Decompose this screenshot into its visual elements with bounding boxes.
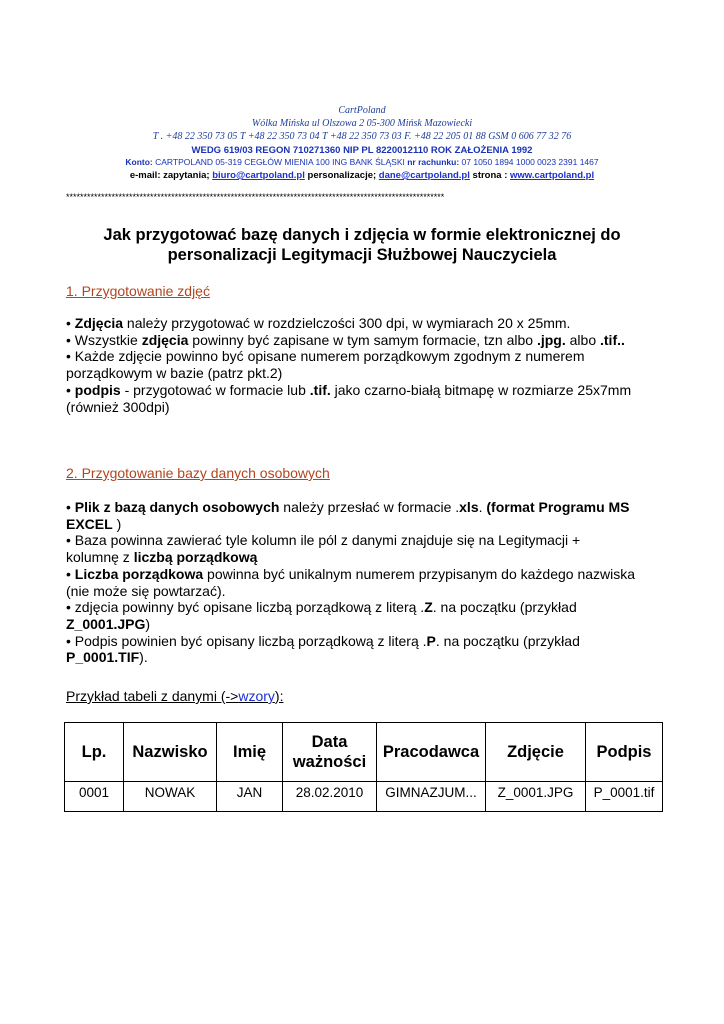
example-data-table xyxy=(64,722,663,812)
page-title: Jak przygotować bazę danych i zdjęcia w formie elektronicznej do personalizacji Legitymacji Służbowej Nauczyciela xyxy=(103,226,621,264)
cell-lp: 0001 xyxy=(65,782,124,812)
section1-heading: 1. Przygotowanie zdjęć xyxy=(66,283,210,299)
s2-bullet-5: • Podpis powinien być opisany liczbą porządkową z literą .P. na początku (przykład P_0001.TIF). xyxy=(66,632,580,666)
header-zdjecie: Zdjęcie xyxy=(486,723,586,782)
header-podpis: Podpis xyxy=(586,723,663,782)
cell-podpis: P_0001.tif xyxy=(586,782,663,812)
website-link[interactable]: www.cartpoland.pl xyxy=(510,170,595,181)
account-label: nr rachunku: xyxy=(407,157,460,167)
cell-imie: JAN xyxy=(217,782,283,812)
cell-nazwisko: NOWAK xyxy=(124,782,217,812)
cell-data-waznosci: 28.02.2010 xyxy=(283,782,377,812)
header-data-waznosci: Data ważności xyxy=(283,723,377,782)
email-inquiry-link[interactable]: biuro@cartpoland.pl xyxy=(212,170,305,181)
header-lp: Lp. xyxy=(65,723,124,782)
contact-line xyxy=(0,170,724,181)
s2-bullet-2: • Baza powinna zawierać tyle kolumn ile pól z danymi znajduje się na Legitymacji + kolumnę z liczbą porządkową xyxy=(66,532,581,566)
table-header-row xyxy=(65,723,663,782)
konto-text: CARTPOLAND 05-319 CEGŁÓW MIENIA 100 ING BANK ŚLĄSKI xyxy=(152,157,408,167)
email-personal-link[interactable]: dane@cartpoland.pl xyxy=(378,170,470,181)
s1-bullet-2: • Wszystkie zdjęcia powinny być zapisane w tym samym formacie, tzn albo .jpg. albo .tif.. xyxy=(66,331,625,348)
cell-pracodawca: GIMNAZJUM... xyxy=(377,782,486,812)
personal-label: personalizacje; xyxy=(304,170,379,181)
section2-heading: 2. Przygotowanie bazy danych osobowych xyxy=(66,465,330,481)
section2-body xyxy=(66,499,636,666)
s1-bullet-4: • podpis - przygotować w formacie lub .tif. jako czarno-białą bitmapę w rozmiarze 25x7mm (również 300dpi) xyxy=(66,381,632,415)
s1-bullet-3: • Każde zdjęcie powinno być opisane numerem porządkowym zgodnym z numerem porządkowym w bazie (patrz pkt.2) xyxy=(66,348,585,382)
site-label: strona : xyxy=(469,170,511,181)
bank-account-line xyxy=(0,157,724,167)
table-caption: Przykład tabeli z danymi (->wzory): xyxy=(66,688,284,704)
account-number: 07 1050 1894 1000 0023 2391 1467 xyxy=(459,157,599,167)
company-phones: T . +48 22 350 73 05 T +48 22 350 73 04 T +48 22 350 73 03 F. +48 22 205 01 88 GSM 0 606 77 32 76 xyxy=(152,131,572,142)
cell-zdjecie: Z_0001.JPG xyxy=(486,782,586,812)
s2-bullet-1: • Plik z bazą danych osobowych należy przesłać w formacie .xls. (format Programu MS EXCEL ) xyxy=(66,499,630,532)
konto-label: Konto: xyxy=(125,157,153,167)
wzory-link[interactable]: wzory xyxy=(238,688,275,704)
header-nazwisko: Nazwisko xyxy=(124,723,217,782)
s2-bullet-4: • zdjęcia powinny być opisane liczbą porządkową z literą .Z. na początku (przykład Z_0001.JPG) xyxy=(66,599,577,632)
table-row xyxy=(65,782,663,812)
section1-body xyxy=(66,315,636,415)
header-pracodawca: Pracodawca xyxy=(377,723,486,782)
company-registry: WEDG 619/03 REGON 710271360 NIP PL 8220012110 ROK ZAŁOŻENIA 1992 xyxy=(191,145,533,156)
header-imie: Imię xyxy=(217,723,283,782)
s2-bullet-3: • Liczba porządkowa powinna być unikalnym numerem przypisanym do każdego nazwiska (nie może się powtarzać). xyxy=(66,565,636,599)
s1-bullet-1: • Zdjęcia należy przygotować w rozdzielczości 300 dpi, w wymiarach 20 x 25mm. xyxy=(66,315,571,331)
email-label: e-mail: zapytania; xyxy=(129,170,213,181)
separator-line: ************************************************************************************************************ xyxy=(66,192,445,202)
company-address: Wólka Mińska ul Olszowa 2 05-300 Mińsk Mazowiecki xyxy=(251,118,473,129)
company-name: CartPoland xyxy=(338,105,386,116)
